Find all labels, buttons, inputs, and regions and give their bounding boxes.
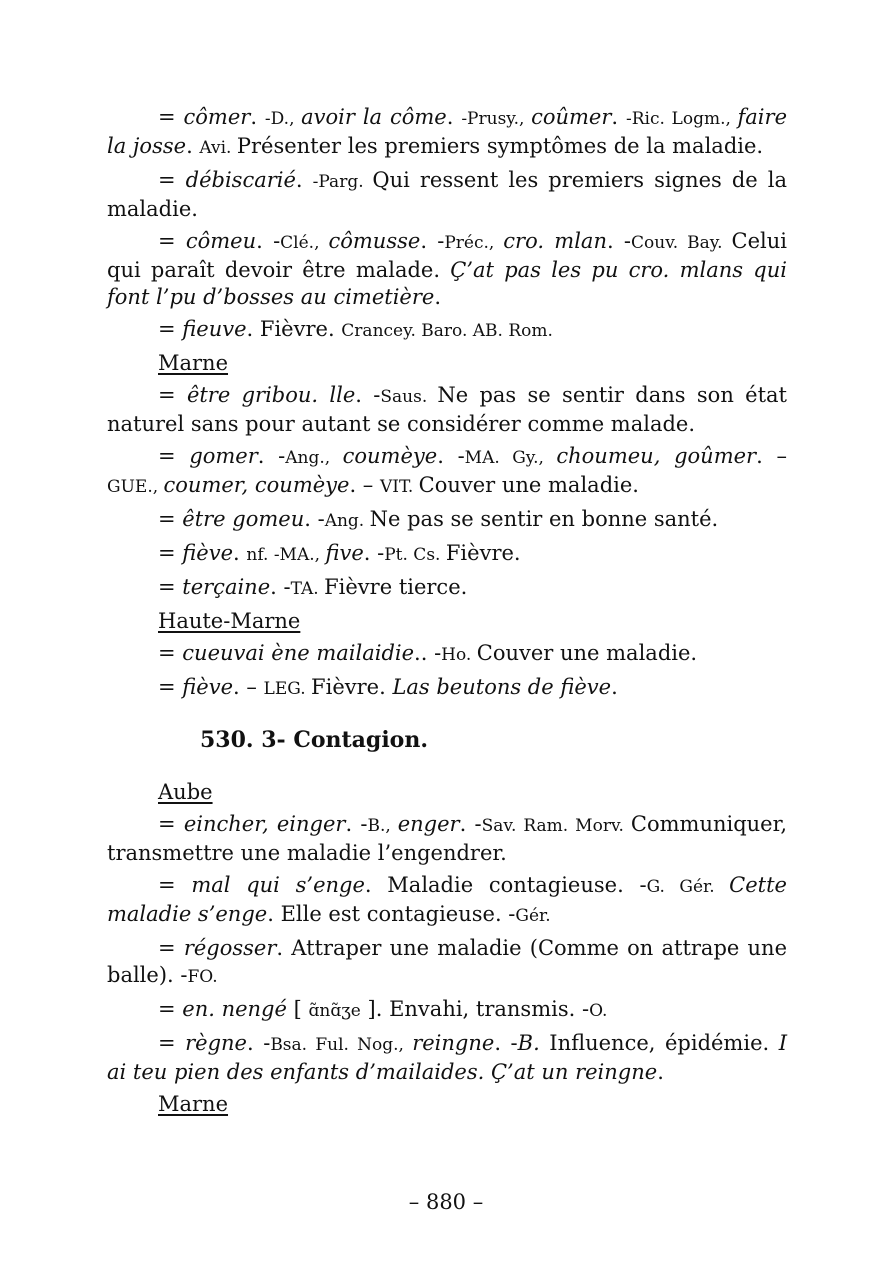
locality-abbrev: -D., bbox=[264, 109, 302, 129]
dictionary-entry bbox=[107, 506, 787, 535]
locality-abbrev: Couv. Bay. bbox=[631, 233, 732, 253]
dialect-term: eincher, einger bbox=[183, 812, 346, 836]
dialect-term: terçaine bbox=[182, 575, 271, 599]
entry-text: Qui ressent les premiers signes de la maladie. bbox=[107, 168, 787, 221]
page-body bbox=[107, 104, 787, 1123]
entry-text: . Maladie contagieuse. - bbox=[364, 873, 647, 897]
entry-text: [ bbox=[286, 997, 309, 1021]
entry-text: = bbox=[158, 812, 184, 836]
dialect-term: B. bbox=[517, 1031, 550, 1055]
locality-abbrev: Pt. Cs. bbox=[384, 545, 446, 565]
entry-text: = bbox=[158, 1031, 186, 1055]
entry-text: . Elle est contagieuse. - bbox=[267, 902, 516, 926]
dialect-term: I ai teu pien des enfants d’mailaides. Ç’at un reingne bbox=[107, 1031, 787, 1084]
dialect-term: cro. mlan bbox=[503, 229, 607, 253]
entry-text: = bbox=[158, 997, 183, 1021]
entry-text: Communiquer, transmettre une maladie l’engendrer. bbox=[107, 812, 788, 865]
entry-text: Fièvre. bbox=[311, 675, 393, 699]
locality-abbrev: G. Gér. bbox=[646, 877, 730, 897]
locality-abbrev: GUE., bbox=[107, 477, 164, 497]
dialect-term: Las beutons de fiève bbox=[392, 675, 612, 699]
locality-abbrev: Crancey. Baro. AB. Rom. bbox=[341, 321, 553, 341]
entry-text: = bbox=[158, 383, 187, 407]
entry-text: . bbox=[434, 285, 442, 309]
dialect-term: mal qui s’enge bbox=[191, 873, 365, 897]
dialect-term: coûmer bbox=[531, 105, 612, 129]
dialect-term: fiève bbox=[182, 541, 234, 565]
entry-text: = bbox=[158, 936, 184, 960]
dialect-term: cueuvai ène mailaidie bbox=[182, 641, 415, 665]
entry-text: Envahi, transmis. - bbox=[389, 997, 590, 1021]
region-heading: Marne bbox=[158, 1092, 229, 1116]
dialect-term: règne bbox=[185, 1031, 247, 1055]
entry-text: = bbox=[158, 507, 183, 531]
locality-abbrev: VIT. bbox=[379, 477, 419, 497]
locality-abbrev: Bsa. Ful. Nog., bbox=[270, 1035, 413, 1055]
entry-text: = bbox=[158, 444, 190, 468]
dialect-term: Ç’at pas les pu cro. mlans qui font l’pu d’bosses au cimetière bbox=[107, 258, 787, 309]
entry-text: = bbox=[158, 873, 192, 897]
entry-text: . - bbox=[437, 444, 465, 468]
entry-text: Couver une maladie. bbox=[418, 473, 639, 497]
dictionary-entry bbox=[107, 574, 787, 603]
entry-text: . - bbox=[420, 229, 445, 253]
entry-text: ]. bbox=[360, 997, 390, 1021]
region-heading: Marne bbox=[158, 351, 229, 375]
locality-abbrev: FO. bbox=[187, 967, 218, 987]
entry-text: . bbox=[657, 1060, 664, 1084]
dictionary-entry bbox=[107, 872, 787, 930]
dialect-term: reingne bbox=[412, 1031, 495, 1055]
entry-text: . bbox=[611, 675, 618, 699]
entry-text: Fièvre tierce. bbox=[324, 575, 468, 599]
dialect-term: Cette maladie s’enge bbox=[107, 873, 787, 926]
entry-text: . - bbox=[494, 1031, 518, 1055]
entry-text: . - bbox=[355, 383, 381, 407]
entry-text: . Fièvre. bbox=[246, 317, 342, 341]
locality-abbrev: nf. -MA., bbox=[246, 545, 326, 565]
entry-text: . - bbox=[247, 1031, 271, 1055]
locality-abbrev: LEG. bbox=[263, 679, 312, 699]
locality-abbrev: Préc., bbox=[444, 233, 504, 253]
entry-text: = bbox=[158, 641, 183, 665]
region-heading: Haute-Marne bbox=[158, 609, 301, 633]
entry-text: . - bbox=[270, 575, 291, 599]
locality-abbrev: TA. bbox=[290, 579, 325, 599]
dictionary-entry bbox=[107, 167, 787, 223]
dialect-term: fiève bbox=[182, 675, 234, 699]
dialect-term: cômer bbox=[183, 105, 251, 129]
entry-text: . - bbox=[345, 812, 368, 836]
locality-abbrev: Sav. Ram. Morv. bbox=[481, 816, 631, 836]
dictionary-entry bbox=[107, 996, 787, 1025]
entry-text: . - bbox=[363, 541, 385, 565]
dictionary-entry bbox=[107, 1030, 787, 1086]
dialect-term: régosser bbox=[183, 936, 277, 960]
dialect-term: coumer, coumèye bbox=[163, 473, 350, 497]
entry-text: . - bbox=[606, 229, 632, 253]
dialect-term: choumeu, goûmer bbox=[556, 444, 757, 468]
dialect-term: fieuve bbox=[182, 317, 247, 341]
locality-abbrev: Ang., bbox=[285, 448, 343, 468]
entry-text: = bbox=[158, 317, 183, 341]
entry-text: . - bbox=[304, 507, 325, 531]
dictionary-entry bbox=[107, 640, 787, 669]
entry-text: = bbox=[158, 105, 184, 129]
entry-text: . – bbox=[233, 675, 264, 699]
section-heading: 530. 3- Contagion. bbox=[200, 727, 429, 753]
entry-text: Présenter les premiers symptômes de la maladie. bbox=[236, 134, 764, 158]
entry-text: . - bbox=[459, 812, 482, 836]
dictionary-entry bbox=[107, 382, 787, 438]
entry-text: . – bbox=[756, 444, 787, 468]
page-number: – 880 – bbox=[408, 1190, 484, 1214]
dictionary-entry bbox=[107, 316, 787, 345]
dialect-term: cômeu bbox=[185, 229, 257, 253]
entry-text: .. - bbox=[414, 641, 442, 665]
dialect-term: gomer bbox=[189, 444, 258, 468]
entry-text: Ne pas se sentir dans son état naturel sans pour autant se considérer comme malade. bbox=[107, 383, 787, 436]
entry-text: = bbox=[158, 541, 183, 565]
entry-text: Celui qui paraît devoir être malade. bbox=[107, 229, 787, 282]
entry-text: . - bbox=[257, 444, 286, 468]
entry-text: Influence, épidémie. bbox=[549, 1031, 779, 1055]
entry-text: . bbox=[186, 134, 200, 158]
entry-text: . bbox=[250, 105, 265, 129]
dictionary-entry bbox=[107, 104, 787, 162]
entry-text: = bbox=[158, 575, 183, 599]
dialect-term: faire la josse bbox=[107, 105, 787, 158]
locality-abbrev: Saus. bbox=[380, 387, 438, 407]
entry-text: = bbox=[158, 229, 186, 253]
locality-abbrev: Avi. bbox=[199, 138, 237, 158]
dictionary-entry bbox=[107, 540, 787, 569]
locality-abbrev: B., bbox=[367, 816, 398, 836]
region-heading: Aube bbox=[158, 780, 213, 804]
entry-text: Ne pas se sentir en bonne santé. bbox=[369, 507, 719, 531]
entry-text: = bbox=[158, 675, 183, 699]
entry-text: . bbox=[446, 105, 462, 129]
dialect-term: coumèye bbox=[342, 444, 438, 468]
dictionary-entry bbox=[107, 935, 787, 991]
dialect-term: être gribou. lle bbox=[186, 383, 356, 407]
entry-text: . Attraper une maladie (Comme on attrape une balle). - bbox=[107, 936, 787, 987]
locality-abbrev: Ang. bbox=[324, 511, 370, 531]
entry-text: Couver une maladie. bbox=[476, 641, 698, 665]
locality-abbrev: O. bbox=[589, 1001, 608, 1021]
dialect-term: avoir la côme bbox=[301, 105, 447, 129]
locality-abbrev: Clé., bbox=[280, 233, 329, 253]
entry-text: . bbox=[233, 541, 247, 565]
dialect-term: être gomeu bbox=[182, 507, 305, 531]
locality-abbrev: MA. Gy., bbox=[464, 448, 557, 468]
locality-abbrev: Ho. bbox=[441, 645, 477, 665]
dictionary-entry bbox=[107, 811, 787, 867]
locality-abbrev: Gér. bbox=[515, 906, 551, 926]
dialect-term: débiscarié bbox=[185, 168, 296, 192]
entry-text: . bbox=[295, 168, 313, 192]
entry-text: . - bbox=[256, 229, 281, 253]
dialect-term: enger bbox=[397, 812, 460, 836]
dictionary-entry bbox=[107, 674, 787, 703]
dialect-term: cômusse bbox=[328, 229, 421, 253]
dictionary-entry bbox=[107, 228, 787, 311]
dialect-term: five bbox=[325, 541, 364, 565]
dictionary-entry bbox=[107, 443, 787, 501]
locality-abbrev: ɑ̃nɑ̃ʒe bbox=[308, 1001, 361, 1021]
locality-abbrev: -Prusy., bbox=[461, 109, 532, 129]
dialect-term: en. nengé bbox=[182, 997, 287, 1021]
locality-abbrev: -Parg. bbox=[312, 172, 373, 192]
entry-text: = bbox=[158, 168, 186, 192]
entry-text: . – bbox=[349, 473, 380, 497]
locality-abbrev: -Ric. Logm., bbox=[626, 109, 738, 129]
entry-text: Fièvre. bbox=[445, 541, 521, 565]
entry-text: . bbox=[611, 105, 626, 129]
